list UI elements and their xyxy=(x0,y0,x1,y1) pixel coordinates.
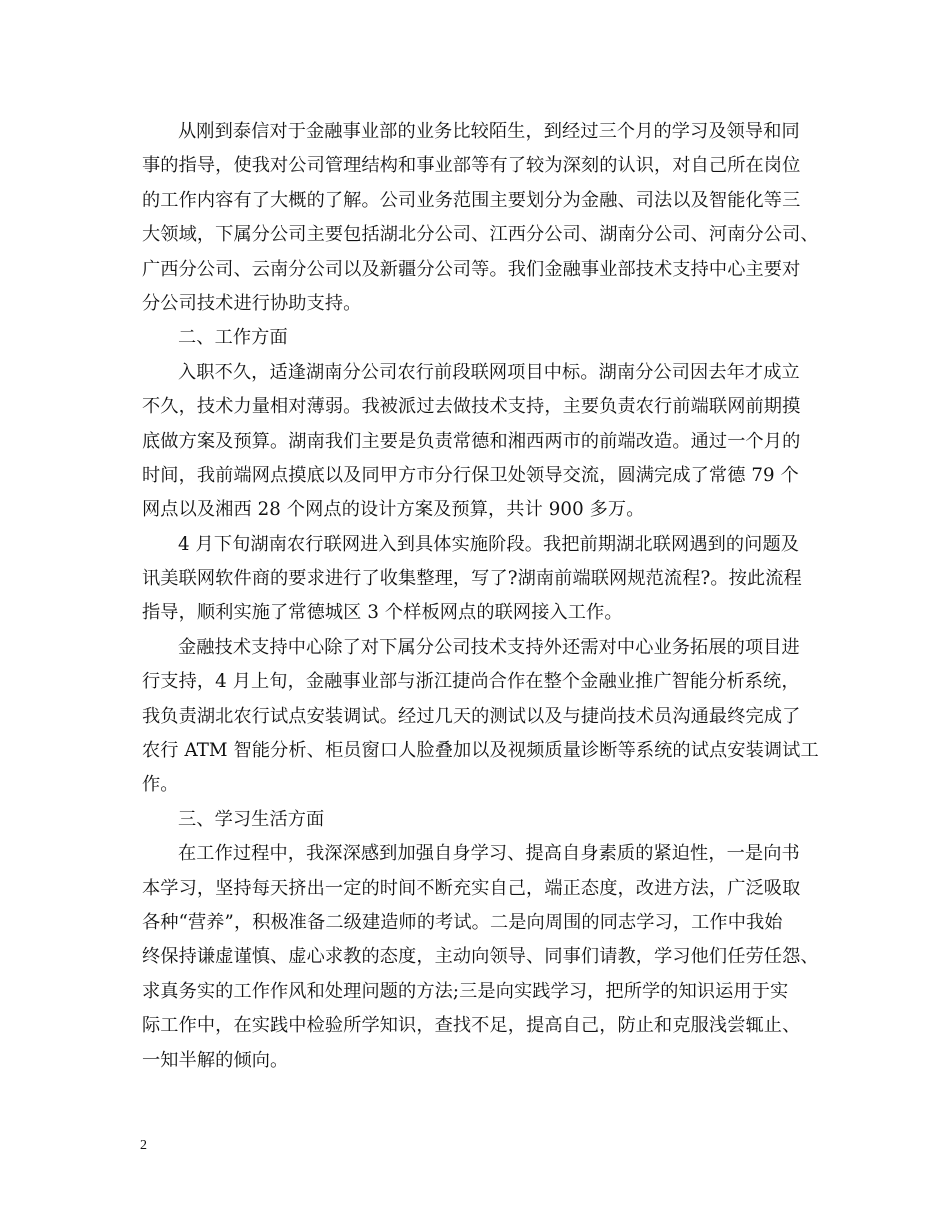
text-line: 大领域，下属分公司主要包括湖北分公司、江西分公司、湖南分公司、河南分公司、 xyxy=(142,224,819,246)
text-line: 4 月下旬湖南农行联网进入到具体实施阶段。我把前期湖北联网遇到的问题及 xyxy=(178,533,800,555)
text-line: 广西分公司、云南分公司以及新疆分公司等。我们金融事业部技术支持中心主要对 xyxy=(142,258,801,280)
text-line: 本学习，坚持每天挤出一定的时间不断充实自己，端正态度，改进方法，广泛吸取 xyxy=(142,877,801,899)
text-line: 入职不久，适逢湖南分公司农行前段联网项目中标。湖南分公司因去年才成立 xyxy=(178,361,800,383)
text-line: 时间，我前端网点摸底以及同甲方市分行保卫处领导交流，圆满完成了常德 79 个 xyxy=(142,464,799,486)
document-body xyxy=(142,115,822,1078)
text-line: 金融技术支持中心除了对下属分公司技术支持外还需对中心业务拓展的项目进 xyxy=(178,636,800,658)
text-line: 各种“营养”，积极准备二级建造师的考试。二是向周围的同志学习，工作中我始 xyxy=(142,911,783,933)
text-line: 从刚到泰信对于金融事业部的业务比较陌生，到经过三个月的学习及领导和同 xyxy=(178,121,800,142)
text-line: 终保持谦虚谨慎、虚心求教的态度，主动向领导、同事们请教，学习他们任劳任怨、 xyxy=(142,946,819,968)
text-line: 作。 xyxy=(142,774,179,796)
text-line: 网点以及湘西 28 个网点的设计方案及预算，共计 900 多万。 xyxy=(142,499,645,521)
text-line: 行支持，4 月上旬，金融事业部与浙江捷尚合作在整个金融业推广智能分析系统， xyxy=(142,671,800,693)
page-number: 2 xyxy=(140,1138,147,1153)
text-line: 我负责湖北农行试点安装调试。经过几天的测试以及与捷尚技术员沟通最终完成了 xyxy=(142,705,801,727)
text-line: 分公司技术进行协助支持。 xyxy=(142,292,362,314)
text-line: 事的指导，使我对公司管理结构和事业部等有了较为深刻的认识，对自己所在岗位 xyxy=(142,155,801,177)
text-line: 三、学习生活方面 xyxy=(178,808,325,830)
text-line: 讯美联网软件商的要求进行了收集整理，写了?湖南前端联网规范流程?。按此流程 xyxy=(142,568,802,590)
text-line: 农行 ATM 智能分析、柜员窗口人脸叠加以及视频质量诊断等系统的试点安装调试工 xyxy=(142,740,819,762)
text-line: 指导，顺利实施了常德城区 3 个样板网点的联网接入工作。 xyxy=(142,602,623,624)
text-line: 一知半解的倾向。 xyxy=(142,1049,289,1071)
text-line: 求真务实的工作作风和处理问题的方法;三是向实践学习，把所学的知识运用于实 xyxy=(142,980,789,1002)
text-line: 不久，技术力量相对薄弱。我被派过去做技术支持，主要负责农行前端联网前期摸 xyxy=(142,396,801,418)
text-line: 际工作中，在实践中检验所学知识，查找不足，提高自己，防止和克服浅尝辄止、 xyxy=(142,1015,801,1037)
text-line: 二、工作方面 xyxy=(178,327,288,349)
text-line: 的工作内容有了大概的了解。公司业务范围主要划分为金融、司法以及智能化等三 xyxy=(142,189,801,211)
text-line: 底做方案及预算。湖南我们主要是负责常德和湘西两市的前端改造。通过一个月的 xyxy=(142,430,801,452)
text-line: 在工作过程中，我深深感到加强自身学习、提高自身素质的紧迫性，一是向书 xyxy=(178,843,800,865)
